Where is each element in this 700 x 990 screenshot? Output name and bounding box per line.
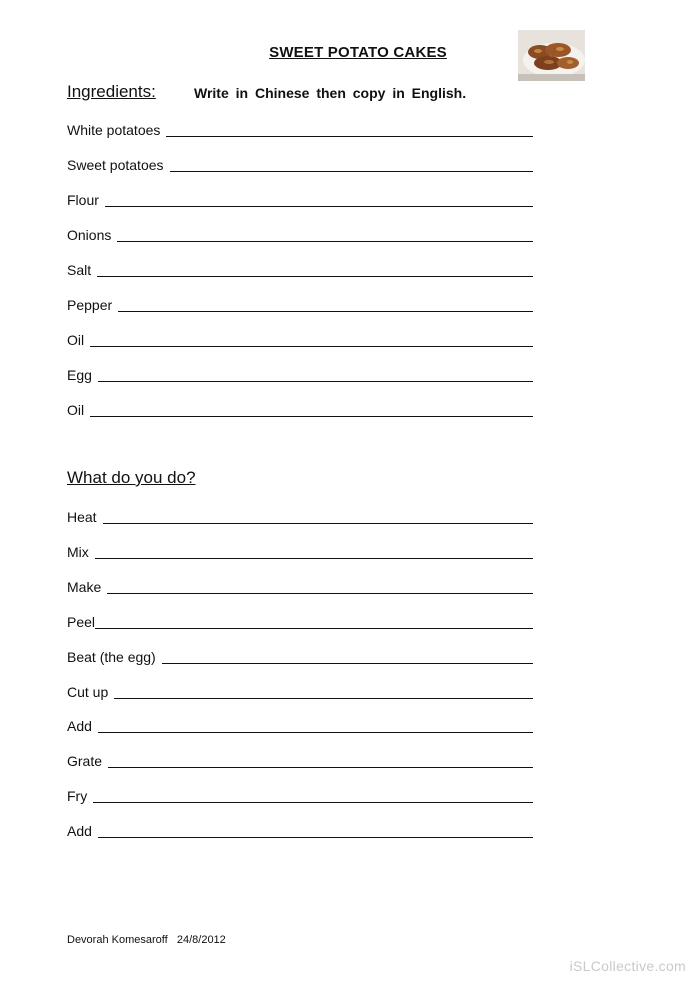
watermark: iSLCollective.com — [569, 958, 686, 974]
ingredient-label: Oil — [67, 332, 85, 348]
ingredient-label: Onions — [67, 227, 112, 243]
answer-line[interactable] — [166, 136, 533, 137]
answer-line[interactable] — [98, 732, 533, 733]
answer-line[interactable] — [162, 663, 533, 664]
step-label: Mix — [67, 543, 89, 560]
ingredient-row — [67, 295, 533, 313]
step-row — [67, 647, 533, 665]
ingredient-row — [67, 155, 533, 173]
answer-line[interactable] — [98, 837, 533, 838]
ingredient-row — [67, 260, 533, 278]
ingredient-label: Pepper — [67, 297, 113, 313]
footer-author: Devorah Komesaroff — [67, 934, 168, 946]
worksheet-title: SWEET POTATO CAKES — [269, 44, 447, 61]
ingredients-heading: Ingredients: — [67, 82, 156, 101]
ingredient-label: Salt — [67, 262, 92, 278]
answer-line[interactable] — [117, 241, 533, 242]
step-label: Heat — [67, 509, 97, 525]
ingredient-label: Oil — [67, 402, 85, 418]
ingredient-row — [67, 190, 533, 208]
answer-line[interactable] — [103, 523, 533, 524]
step-row — [67, 716, 533, 734]
step-label: Beat (the egg) — [67, 648, 156, 665]
answer-line[interactable] — [105, 206, 533, 207]
answer-line[interactable] — [107, 593, 533, 594]
footer-date: 24/8/2012 — [176, 934, 226, 946]
step-label: Make — [67, 578, 102, 595]
step-label: Grate — [67, 753, 103, 770]
step-label: Add — [67, 718, 92, 735]
step-row — [67, 751, 533, 769]
ingredient-label: White potatoes — [67, 122, 161, 138]
answer-line[interactable] — [93, 802, 533, 803]
answer-line[interactable] — [114, 698, 533, 699]
step-row — [67, 507, 533, 525]
ingredient-row — [67, 120, 533, 138]
answer-line[interactable] — [95, 558, 533, 559]
step-label: Add — [67, 823, 92, 840]
step-row — [67, 821, 533, 839]
ingredient-row — [67, 225, 533, 243]
sweet-potato-cakes-photo — [518, 30, 585, 81]
step-row — [67, 542, 533, 560]
footer-credit — [67, 934, 226, 946]
step-row — [67, 682, 533, 700]
step-row — [67, 577, 533, 595]
ingredient-row — [67, 400, 533, 418]
step-label: Fry — [67, 788, 88, 805]
ingredient-label: Flour — [67, 192, 99, 208]
answer-line[interactable] — [95, 628, 533, 629]
answer-line[interactable] — [90, 346, 533, 347]
answer-line[interactable] — [108, 767, 533, 768]
step-label: Peel — [67, 613, 96, 630]
ingredient-row — [67, 330, 533, 348]
answer-line[interactable] — [170, 171, 533, 172]
step-row — [67, 786, 533, 804]
answer-line[interactable] — [98, 381, 533, 382]
ingredient-label: Sweet potatoes — [67, 157, 164, 173]
answer-line[interactable] — [90, 416, 533, 417]
steps-heading: What do you do? — [67, 468, 196, 487]
ingredient-row — [67, 365, 533, 383]
ingredient-label: Egg — [67, 367, 92, 383]
answer-line[interactable] — [97, 276, 533, 277]
instruction-text: Write in Chinese then copy in English. — [194, 85, 467, 101]
step-row — [67, 612, 533, 630]
answer-line[interactable] — [118, 311, 533, 312]
step-label: Cut up — [67, 683, 109, 700]
